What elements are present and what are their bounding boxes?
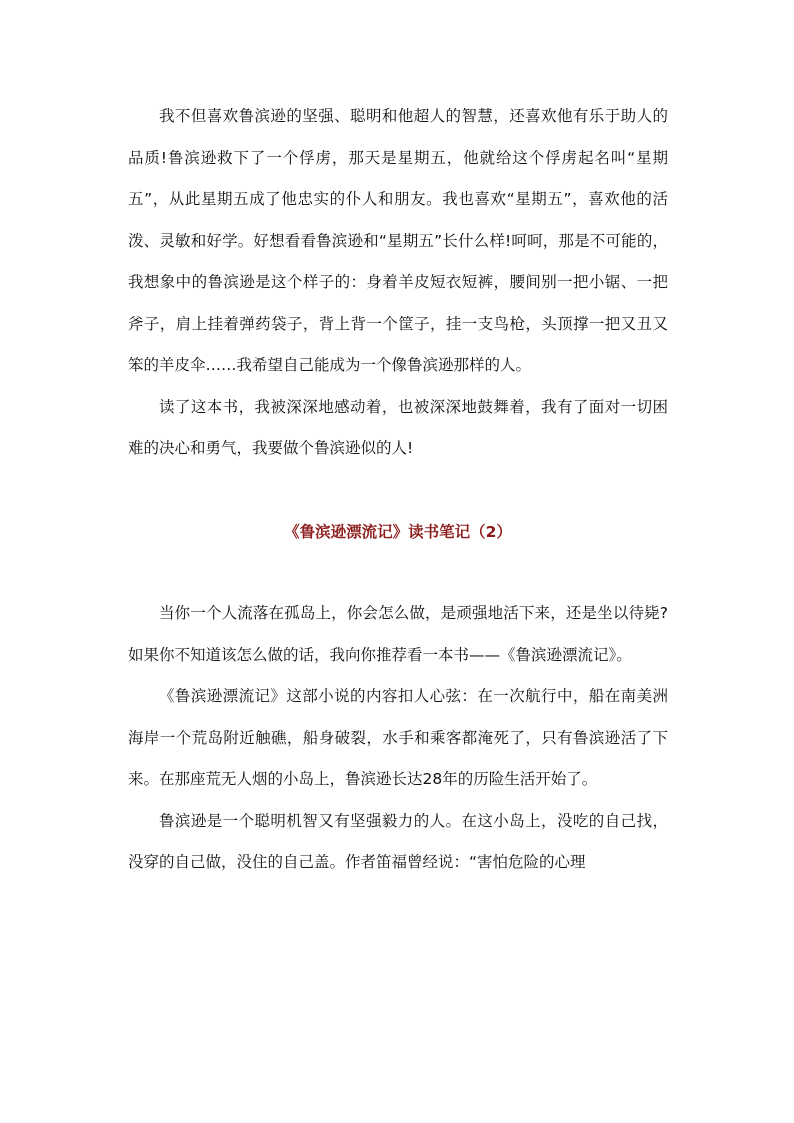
paragraph: 鲁滨逊是一个聪明机智又有坚强毅力的人。在这小岛上，没吃的自己找，没穿的自己做，没住的自己盖。作者笛福曾经说：“害怕危险的心理 [128,811,668,871]
paragraph: 当你一个人流落在孤岛上，你会怎么做，是顽强地活下来，还是坐以待毙?如果你不知道该怎么做的话，我向你推荐看一本书——《鲁滨逊漂流记》。 [128,604,668,664]
section-heading: 《鲁滨逊漂流记》读书笔记（2） [284,522,512,541]
paragraph: 《鲁滨逊漂流记》这部小说的内容扣人心弦：在一次航行中，船在南美洲海岸一个荒岛附近触礁，船身破裂，水手和乘客都淹死了，只有鲁滨逊活了下来。在那座荒无人烟的小岛上，鲁滨逊长达28年的历险生活开始了。 [128,687,668,788]
paragraph: 读了这本书，我被深深地感动着，也被深深地鼓舞着，我有了面对一切困难的决心和勇气，我要做个鲁滨逊似的人! [128,397,668,457]
paragraph: 我不但喜欢鲁滨逊的坚强、聪明和他超人的智慧，还喜欢他有乐于助人的品质!鲁滨逊救下了一个俘虏，那天是星期五，他就给这个俘虏起名叫“星期五”，从此星期五成了他忠实的仆人和朋友。我也喜欢“星期五”，喜欢他的活泼、灵敏和好学。好想看看鲁滨逊和“星期五”长什么样!呵呵，那是不可能的，我想象中的鲁滨逊是这个样子的：身着羊皮短衣短裤，腰间别一把小锯、一把斧子，肩上挂着弹药袋子，背上背一个筐子，挂一支鸟枪，头顶撑一把又丑又笨的羊皮伞……我希望自己能成为一个像鲁滨逊那样的人。 [128,107,668,374]
document-body [128,96,668,884]
